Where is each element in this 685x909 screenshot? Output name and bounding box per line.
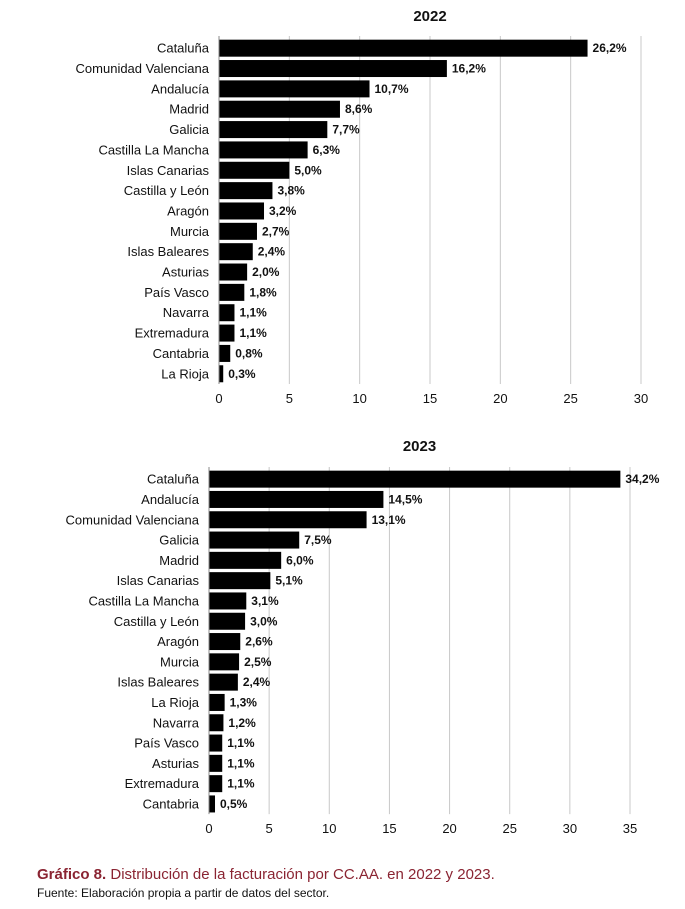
x-tick-label: 25 (502, 821, 517, 837)
x-tick-label: 20 (493, 390, 508, 406)
x-tick-label: 20 (442, 821, 457, 837)
x-tick-label: 30 (633, 390, 649, 406)
data-label: 5,1% (275, 573, 303, 588)
category-label: Asturias (162, 264, 209, 280)
bar (209, 552, 281, 569)
bar (209, 735, 222, 752)
category-label: Andalucía (141, 491, 199, 507)
category-label: País Vasco (134, 735, 199, 751)
data-label: 16,2% (451, 61, 486, 76)
data-label: 14,5% (388, 492, 423, 507)
data-label: 1,8% (249, 285, 277, 300)
category-label: Comunidad Valenciana (65, 512, 199, 528)
data-label: 5,0% (294, 163, 322, 178)
category-label: Asturias (152, 755, 199, 771)
data-label: 1,1% (227, 756, 255, 771)
data-label: 3,2% (269, 203, 297, 218)
category-label: Madrid (169, 101, 209, 117)
category-label: Comunidad Valenciana (75, 61, 209, 77)
data-label: 2,0% (252, 265, 280, 280)
x-tick-label: 10 (352, 390, 367, 406)
bar (219, 121, 327, 138)
data-label: 3,0% (250, 614, 278, 629)
category-label: Murcia (169, 223, 209, 239)
bar (209, 694, 225, 711)
bar (219, 284, 244, 301)
bar (219, 223, 257, 240)
bar (209, 755, 222, 772)
data-label: 1,1% (239, 305, 267, 320)
data-label: 2,7% (261, 224, 290, 239)
data-label: 34,2% (625, 472, 660, 487)
data-label: 1,2% (228, 715, 256, 730)
bar (209, 592, 246, 609)
bar (219, 304, 234, 321)
data-label: 0,8% (235, 346, 263, 361)
data-label: 3,1% (251, 593, 279, 608)
bar (209, 532, 299, 549)
bar (219, 345, 230, 362)
data-label: 6,0% (286, 553, 314, 568)
data-label: 13,1% (371, 512, 406, 527)
category-label: Islas Canarias (126, 162, 209, 178)
category-label: Islas Baleares (117, 674, 199, 690)
bar (219, 243, 253, 260)
bar (209, 491, 383, 508)
bar (219, 182, 272, 199)
category-label: Cataluña (156, 40, 209, 56)
category-label: Aragón (157, 634, 199, 650)
chart-title: 2022 (413, 8, 447, 25)
bar (209, 511, 367, 528)
caption-text: Distribución de la facturación por CC.AA. en 2022 y 2023. (110, 866, 495, 883)
category-label: La Rioja (151, 694, 199, 710)
category-label: País Vasco (144, 284, 209, 300)
x-tick-label: 35 (622, 821, 638, 837)
x-tick-label: 10 (322, 821, 337, 837)
bar (219, 80, 370, 97)
category-label: Cantabria (152, 345, 209, 361)
data-label: 3,8% (277, 183, 305, 198)
category-label: Andalucía (151, 81, 209, 97)
data-label: 0,5% (220, 796, 248, 811)
category-label: Cantabria (142, 796, 199, 812)
data-label: 7,5% (304, 533, 332, 548)
x-tick-label: 5 (285, 390, 293, 406)
chart-2023 (0, 430, 685, 850)
data-label: 26,2% (592, 41, 627, 56)
chart-2022 (0, 0, 685, 420)
category-label: Castilla La Mancha (98, 142, 209, 158)
x-tick-label: 25 (563, 390, 578, 406)
category-label: Navarra (162, 305, 209, 321)
bar (209, 795, 215, 812)
data-label: 0,3% (228, 366, 256, 381)
x-tick-label: 15 (382, 821, 397, 837)
data-label: 1,3% (229, 695, 257, 710)
category-label: Castilla y León (113, 613, 199, 629)
x-tick-label: 0 (215, 390, 223, 406)
category-label: Aragón (167, 203, 209, 219)
data-label: 1,1% (227, 776, 255, 791)
data-label: 10,7% (374, 81, 409, 96)
chart-title: 2023 (402, 438, 437, 455)
bar (209, 572, 270, 589)
x-tick-label: 30 (562, 821, 578, 837)
category-label: Navarra (152, 715, 199, 731)
category-label: Galicia (169, 122, 209, 138)
data-label: 6,3% (312, 142, 340, 157)
data-label: 2,4% (242, 675, 271, 690)
x-tick-label: 15 (422, 390, 438, 406)
source-note: Fuente: Elaboración propia a partir de datos del sector. (37, 886, 330, 900)
category-label: Galicia (159, 532, 199, 548)
data-label: 7,7% (332, 122, 360, 137)
category-label: Islas Canarias (116, 573, 199, 589)
category-label: Castilla y León (123, 183, 209, 199)
bar (209, 714, 223, 731)
bar (219, 141, 308, 158)
category-label: Murcia (159, 654, 199, 670)
data-label: 1,1% (227, 736, 255, 751)
bar (209, 653, 239, 670)
category-label: Islas Baleares (127, 244, 209, 260)
data-label: 8,6% (344, 102, 373, 117)
bar (209, 674, 238, 691)
bar (219, 40, 588, 57)
bar (219, 264, 247, 281)
category-label: La Rioja (161, 366, 209, 382)
x-tick-label: 5 (265, 821, 273, 837)
data-label: 2,5% (244, 654, 272, 669)
data-label: 2,6% (245, 634, 273, 649)
category-label: Cataluña (146, 471, 199, 487)
data-label: 2,4% (257, 244, 286, 259)
figure-caption (37, 866, 495, 883)
bar (219, 101, 340, 118)
caption-label: Gráfico 8. (37, 866, 107, 883)
category-label: Castilla La Mancha (88, 593, 199, 609)
x-tick-label: 0 (205, 821, 213, 837)
bar (209, 613, 245, 630)
category-label: Madrid (159, 552, 199, 568)
bar (219, 202, 264, 219)
bar (209, 633, 240, 650)
bar (219, 365, 223, 382)
bar (219, 162, 289, 179)
bar (219, 325, 234, 342)
category-label: Extremadura (134, 325, 209, 341)
bar (209, 471, 620, 488)
bar (209, 775, 222, 792)
bar (219, 60, 447, 77)
data-label: 1,1% (239, 326, 267, 341)
category-label: Extremadura (124, 776, 199, 792)
